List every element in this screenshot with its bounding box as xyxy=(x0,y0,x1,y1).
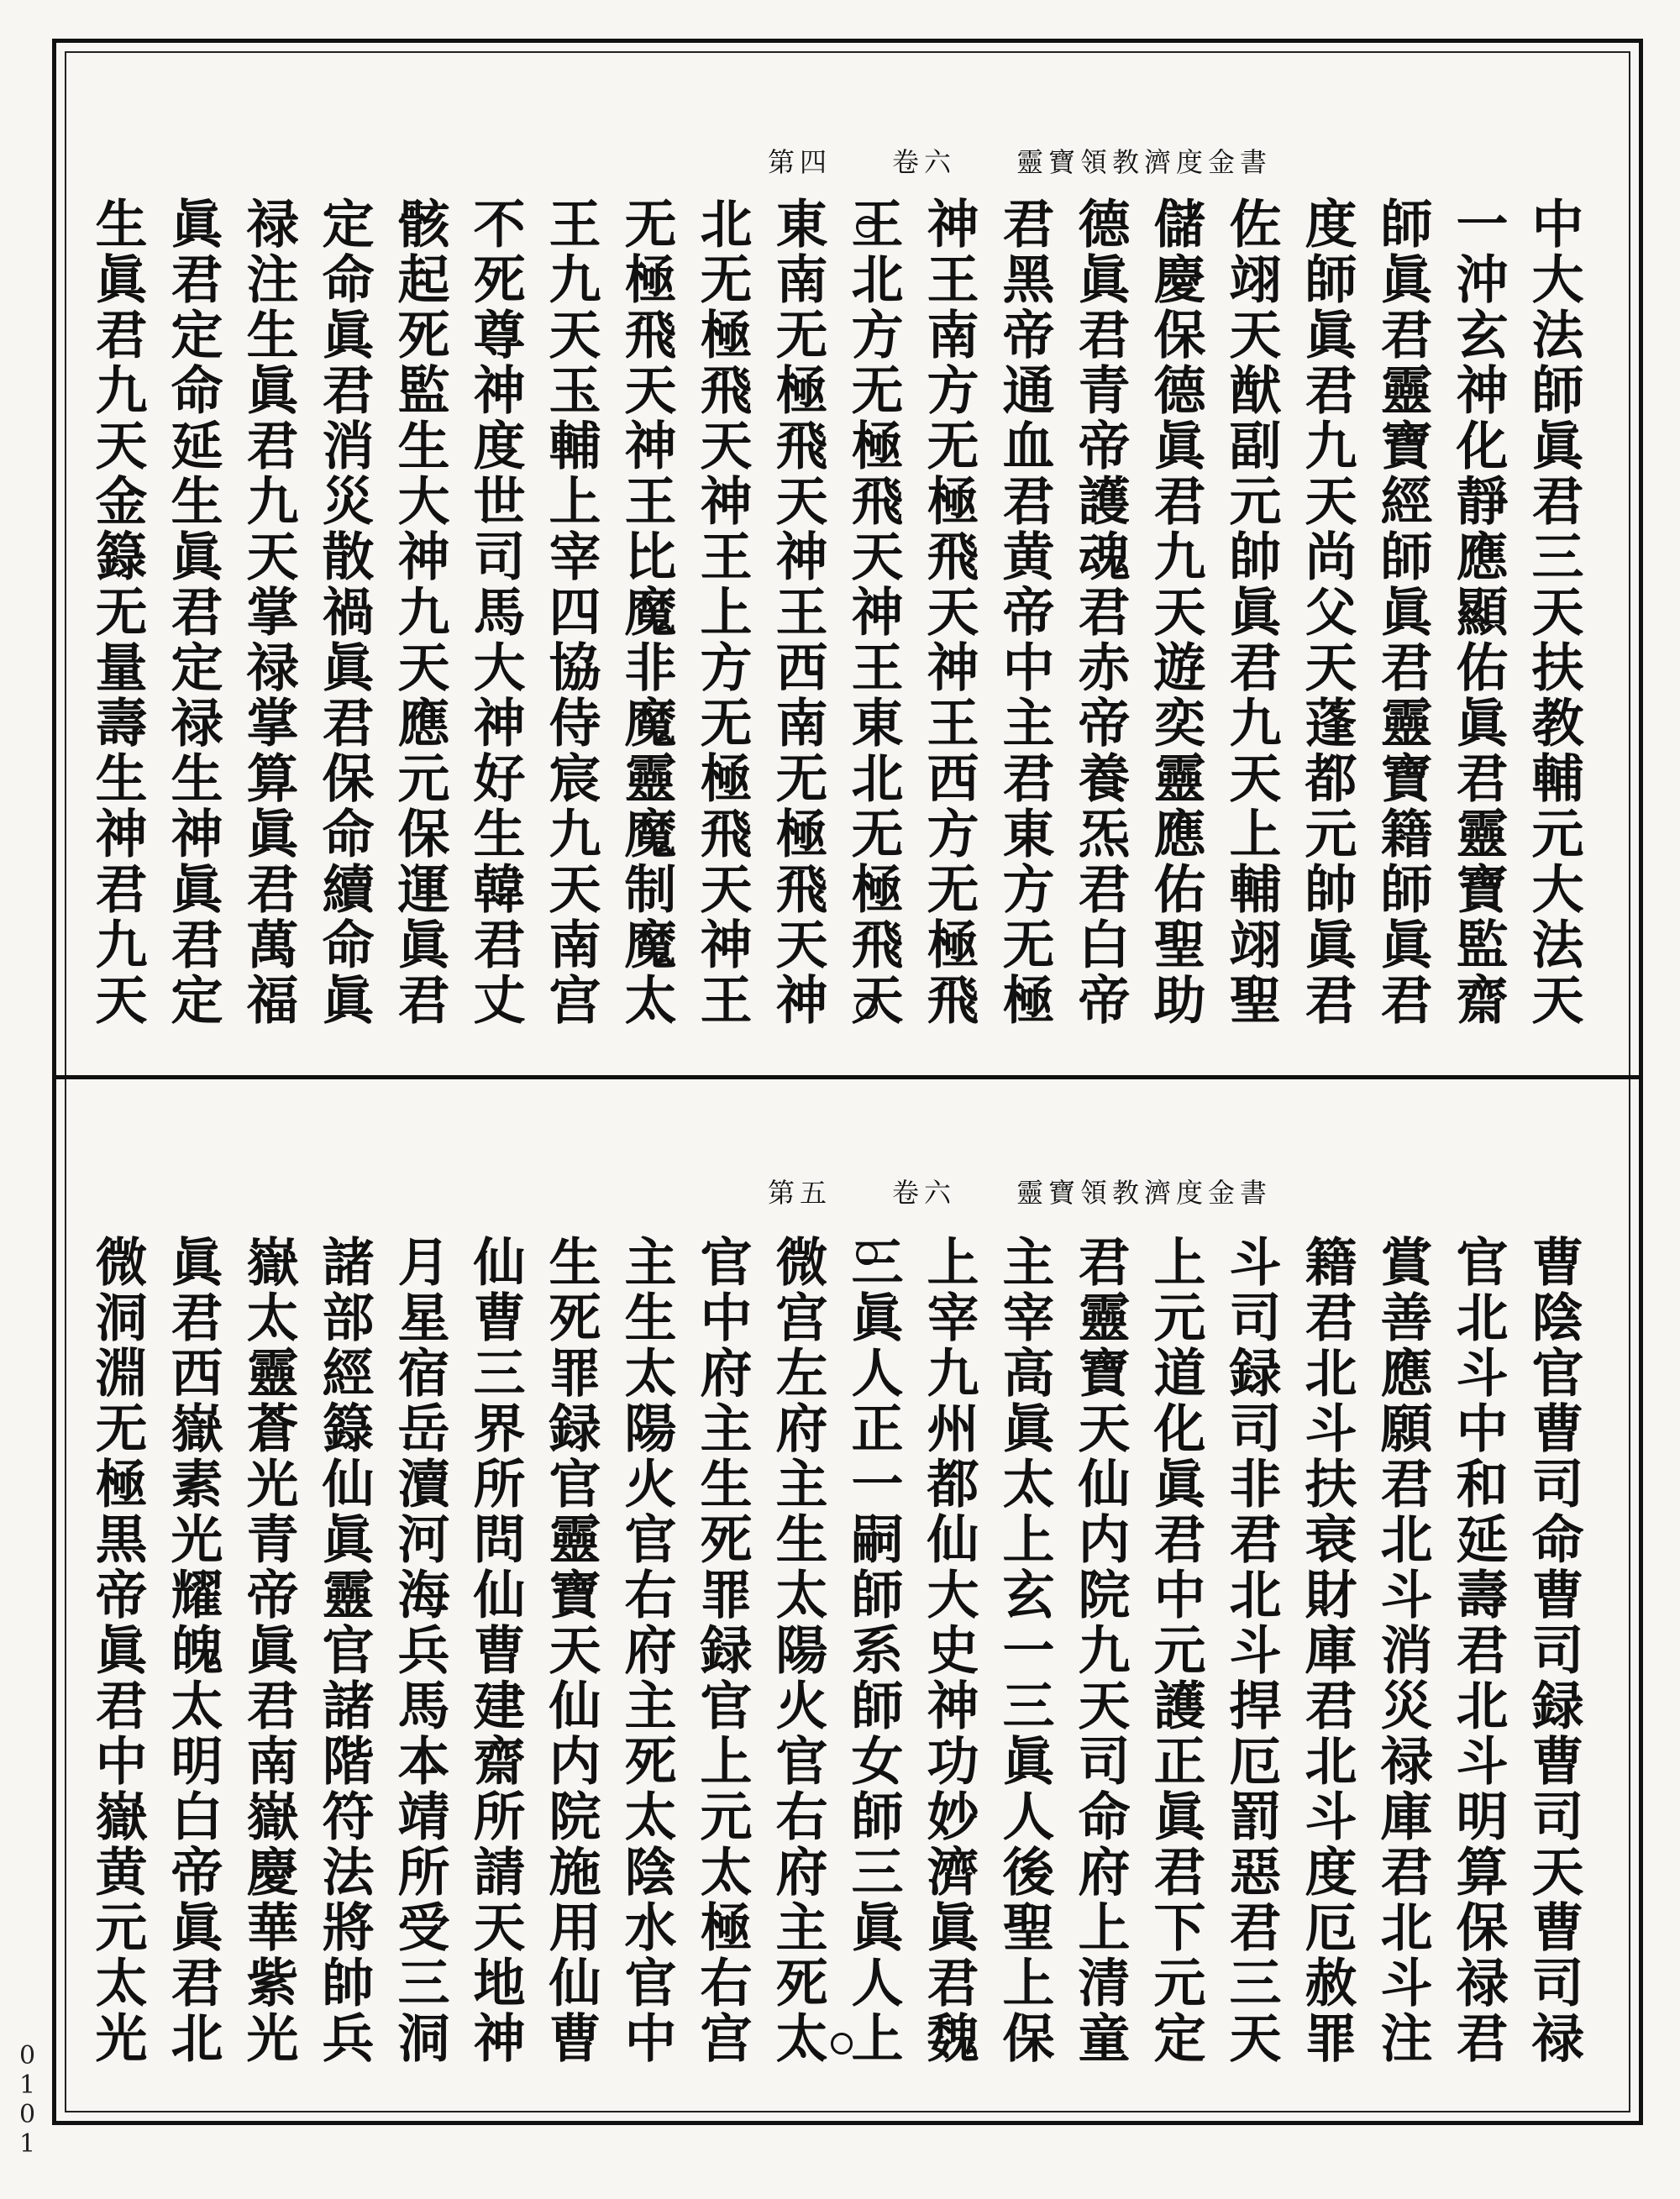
text-column: 骸起死監生大神九天應元保運眞君 xyxy=(389,197,450,1028)
text-column: 主生太陽火官右府主死太陰水官中 xyxy=(616,1235,677,2066)
circle-marker-icon xyxy=(831,2033,853,2055)
text-column: 籍君北斗扶衰財庫君北斗度厄赦罪 xyxy=(1296,1235,1357,2066)
text-column: 生死罪録官靈寶天仙内院施用仙曹 xyxy=(540,1235,601,2066)
text-column: 賞善應願君北斗消災禄庫君北斗注 xyxy=(1372,1235,1433,2066)
text-column: 曹陰官曹司命曹司録曹司天曹司禄 xyxy=(1523,1235,1584,2066)
text-column: 生眞君九天金籙无量壽生神君九天 xyxy=(87,197,148,1028)
text-column: 微洞淵无極黒帝眞君中嶽黄元太光 xyxy=(87,1235,148,2066)
text-column: 斗司録司非君北斗捍厄罰惡君三天 xyxy=(1221,1235,1282,2066)
text-column: 佐翊天猷副元帥眞君九天上輔翊聖 xyxy=(1221,197,1282,1028)
text-column: 君靈寶天仙内院九天司命府上清童 xyxy=(1069,1235,1131,2066)
circle-marker-icon xyxy=(856,216,878,238)
top-page-columns xyxy=(79,197,1591,1045)
top-page-header xyxy=(768,141,1272,180)
text-column: 上元道化眞君中元護正眞君下元定 xyxy=(1145,1235,1206,2066)
text-column: 上宰九州都仙大史神功妙濟眞君魏 xyxy=(918,1235,979,2066)
text-column: 一沖玄神化靜應顯佑眞君靈寶監齋 xyxy=(1447,197,1509,1028)
text-column: 眞君西嶽素光耀魄太明白帝眞君北 xyxy=(162,1235,223,2066)
text-column: 官北斗中和延壽君北斗明算保禄君 xyxy=(1447,1235,1509,2066)
text-column: 三眞人正一嗣師系師女師三眞人上 xyxy=(843,1235,904,2066)
text-column: 王北方无極飛天神王東北无極飛天 xyxy=(843,197,904,1028)
text-column: 定命眞君消災散禍眞君保命續命眞 xyxy=(313,197,375,1028)
text-column: 无極飛天神王比魔非魔靈魔制魔太 xyxy=(616,197,677,1028)
text-column: 儲慶保德眞君九天遊奕靈應佑聖助 xyxy=(1145,197,1206,1028)
text-column: 德眞君青帝護魂君赤帝養炁君白帝 xyxy=(1069,197,1131,1028)
text-column: 眞君定命延生眞君定禄生神眞君定 xyxy=(162,197,223,1028)
header-volume: 卷六 xyxy=(891,146,956,178)
text-column: 月星宿岳瀆河海兵馬本靖所受三洞 xyxy=(389,1235,450,2066)
text-column: 度師眞君九天尚父天蓬都元帥眞君 xyxy=(1296,197,1357,1028)
page-number: 0101 xyxy=(13,2041,42,2159)
text-column: 仙曹三界所問仙曹建齋所請天地神 xyxy=(465,1235,526,2066)
text-column: 官中府主生死罪録官上元太極右宫 xyxy=(691,1235,753,2066)
text-column: 諸部經籙仙眞靈官諸階符法將帥兵 xyxy=(313,1235,375,2066)
text-column: 北无極飛天神王上方无極飛天神王 xyxy=(691,197,753,1028)
text-column: 不死尊神度世司馬大神好生韓君丈 xyxy=(465,197,526,1028)
circle-marker-icon xyxy=(856,997,878,1019)
text-column: 師眞君靈寶經師眞君靈寶籍師眞君 xyxy=(1372,197,1433,1028)
page-divider xyxy=(52,1075,1643,1079)
circle-marker-icon xyxy=(856,1243,878,1265)
bottom-page-header xyxy=(768,1172,1272,1210)
text-column: 中大法師眞君三天扶教輔元大法天 xyxy=(1523,197,1584,1028)
text-column: 王九天玉輔上宰四協侍宸九天南宫 xyxy=(540,197,601,1028)
text-column: 嶽太靈蒼光青帝眞君南嶽慶華紫光 xyxy=(238,1235,299,2066)
header-title: 靈寶領教濟度金書 xyxy=(1016,1177,1272,1209)
text-column: 主宰高眞太上玄一三眞人後聖上保 xyxy=(994,1235,1055,2066)
text-column: 微宫左府主生太陽火官右府主死太 xyxy=(767,1235,828,2066)
text-column: 東南无極飛天神王西南无極飛天神 xyxy=(767,197,828,1028)
header-title: 靈寶領教濟度金書 xyxy=(1016,146,1272,178)
bottom-page xyxy=(71,1092,1625,2112)
header-page: 第五 xyxy=(767,1177,832,1209)
text-column: 君黑帝通血君黄帝中主君東方无極 xyxy=(994,197,1055,1028)
top-page xyxy=(71,54,1625,1062)
text-column: 神王南方无極飛天神王西方无極飛 xyxy=(918,197,979,1028)
text-column: 禄注生眞君九天掌禄掌算眞君萬福 xyxy=(238,197,299,1028)
bottom-page-columns xyxy=(79,1235,1591,2083)
header-page: 第四 xyxy=(767,146,832,178)
header-volume: 卷六 xyxy=(891,1177,956,1209)
